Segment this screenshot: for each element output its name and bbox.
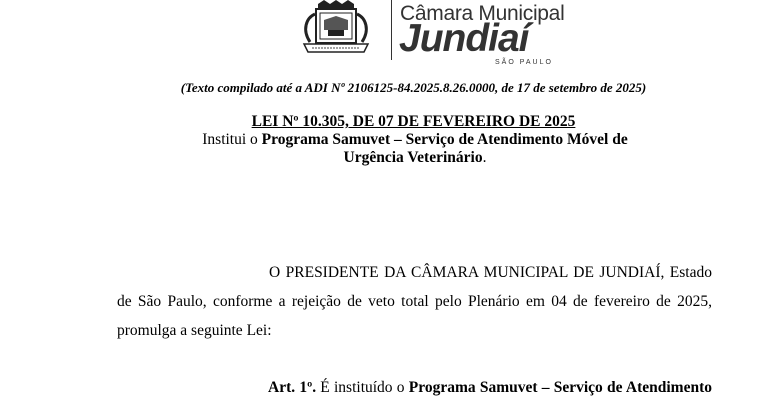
brand-state: SÃO PAULO	[495, 59, 553, 66]
document-header	[0, 0, 777, 72]
program-name: Programa Samuvet – Serviço de Atendimento Móvel de Urgência Veterinário	[261, 131, 628, 166]
brand-name-main: Jundiaí	[399, 17, 529, 60]
law-ementa	[195, 131, 635, 167]
article-text: É instituído o	[316, 379, 409, 396]
ementa-prefix: Institui o	[202, 131, 262, 148]
article-label: Art. 1º.	[268, 379, 317, 396]
law-title: LEI Nº 10.305, DE 07 DE FEVEREIRO DE 2025	[251, 113, 576, 130]
article-1	[268, 378, 712, 398]
preamble-text: O PRESIDENTE DA CÂMARA MUNICIPAL DE JUNDIAÍ, Estado de São Paulo, conforme a rejeição de veto total pelo Plenário em 04 de fevereiro de 2025, promulga a seguinte Lei:	[117, 264, 712, 339]
preamble-paragraph	[117, 258, 712, 345]
article-program-name: Programa Samuvet – Serviço de Atendimento	[408, 379, 712, 396]
compiled-note: (Texto compilado até a ADI Nº 2106125-84.2025.8.26.0000, de 17 de setembro de 2025)	[180, 80, 647, 95]
coat-of-arms-icon	[288, 0, 384, 58]
header-divider	[391, 0, 392, 60]
brand-name-top: Câmara Municipal	[400, 2, 565, 25]
ementa-suffix: .	[482, 149, 487, 166]
